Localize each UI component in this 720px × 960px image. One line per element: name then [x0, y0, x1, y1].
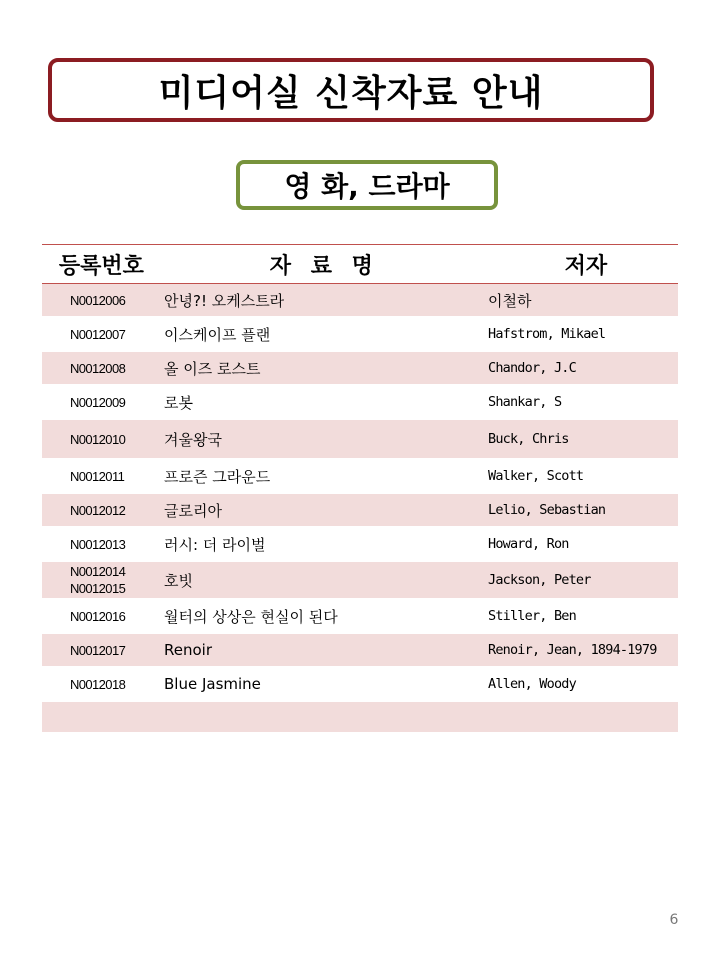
cell-item-title: Blue Jasmine: [164, 675, 261, 693]
cell-registration-number: N0012018: [70, 676, 126, 692]
table-row: [42, 634, 678, 668]
cell-registration-number: N0012012: [70, 502, 126, 518]
cell-item-title: 프로즌 그라운드: [164, 467, 271, 486]
table-row: [42, 668, 678, 702]
registration-number-line: N0012014: [70, 564, 126, 579]
cell-author: Howard, Ron: [488, 536, 569, 552]
cell-registration-number: N0012011: [70, 468, 125, 484]
page-number: 6: [669, 912, 679, 928]
table-row: [42, 460, 678, 494]
table-row: [42, 352, 678, 386]
cell-author: Buck, Chris: [488, 431, 569, 447]
cell-registration-number: N0012007: [70, 326, 126, 342]
cell-item-title: 로봇: [164, 393, 193, 412]
category-label: 영 화, 드라마: [236, 160, 498, 210]
new-arrivals-table: [42, 244, 678, 734]
cell-registration-number: N0012016: [70, 608, 126, 624]
header-registration-number: 등록번호: [58, 253, 144, 279]
cell-item-title: 글로리아: [164, 501, 222, 520]
table-row: [42, 600, 678, 634]
cell-author: Jackson, Peter: [488, 572, 591, 588]
cell-item-title: 안녕?! 오케스트라: [164, 291, 285, 310]
header-author: 저자: [564, 253, 608, 279]
cell-registration-number: [42, 563, 164, 597]
table-row: [42, 318, 678, 352]
page-title: 미디어실 신착자료 안내: [48, 58, 654, 122]
table-row: [42, 702, 678, 734]
table-row: [42, 494, 678, 528]
table-row: [42, 562, 678, 600]
cell-registration-number: N0012009: [70, 394, 126, 410]
cell-item-title: 월터의 상상은 현실이 된다: [164, 607, 338, 626]
cell-item-title: 이스케이프 플랜: [164, 325, 271, 344]
cell-author: Lelio, Sebastian: [488, 502, 606, 518]
cell-item-title: Renoir: [164, 641, 212, 659]
table-header: [42, 244, 678, 284]
table-row: [42, 528, 678, 562]
cell-registration-number: N0012017: [70, 642, 126, 658]
cell-author: Allen, Woody: [488, 676, 576, 692]
cell-item-title: 러시: 더 라이벌: [164, 535, 266, 554]
registration-number-line: N0012015: [70, 581, 126, 596]
cell-registration-number: N0012006: [70, 292, 126, 308]
table-row: [42, 284, 678, 318]
cell-author: Renoir, Jean, 1894-1979: [488, 642, 657, 658]
cell-author: Hafstrom, Mikael: [488, 326, 606, 342]
cell-registration-number: N0012010: [70, 431, 126, 447]
table-row: [42, 420, 678, 460]
cell-registration-number: N0012013: [70, 536, 126, 552]
cell-author: Walker, Scott: [488, 468, 584, 484]
cell-registration-number: N0012008: [70, 360, 126, 376]
table-row: [42, 386, 678, 420]
cell-author: Stiller, Ben: [488, 608, 576, 624]
header-item-title: 자 료 명: [269, 253, 379, 279]
cell-item-title: 올 이즈 로스트: [164, 359, 261, 378]
cell-item-title: 호빗: [164, 571, 193, 590]
cell-author: Shankar, S: [488, 394, 562, 410]
cell-author: 이철하: [488, 291, 532, 310]
cell-author: Chandor, J.C: [488, 360, 576, 376]
cell-item-title: 겨울왕국: [164, 430, 222, 449]
